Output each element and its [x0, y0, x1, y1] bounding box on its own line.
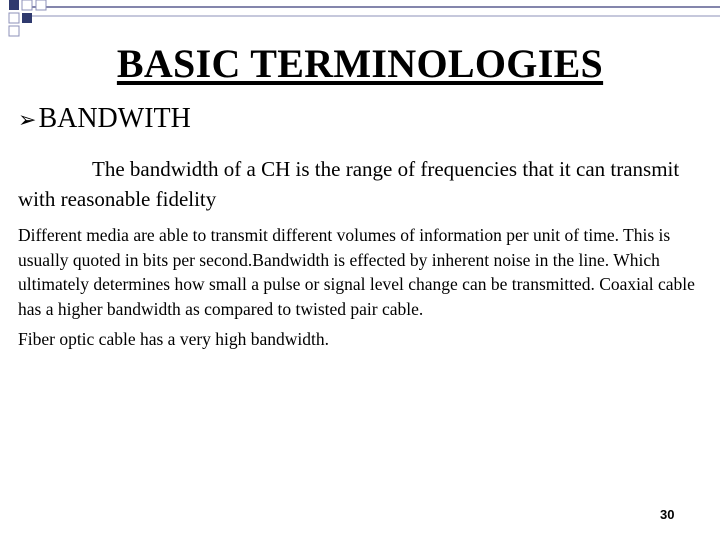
deco-square-dark	[9, 0, 19, 10]
body-paragraph: Different media are able to transmit different volumes of information per unit of time. This is usually quoted in bits per second.Bandwidth is effected by inherent noise in the line. Which ultimately determines how small a pulse or signal level change can be transmitted. Coaxial cable has a higher bandwidth as compared to twisted pair cable.	[18, 225, 695, 319]
header-decoration	[0, 0, 720, 44]
deco-square-outline-2	[36, 0, 46, 10]
definition-text: The bandwidth of a CH is the range of frequencies that it can transmit with reasonable fidelity	[18, 157, 680, 211]
deco-square-outline-1	[22, 0, 32, 10]
arrow-bullet-icon: ➢	[18, 108, 37, 133]
section-heading-label: BANDWITH	[38, 103, 191, 134]
section-heading	[18, 103, 191, 135]
deco-square-dark-2	[22, 13, 32, 23]
body-paragraph-2: Fiber optic cable has a very high bandwidth.	[18, 329, 330, 349]
deco-square-outline-3	[9, 13, 19, 23]
deco-square-outline-4	[9, 26, 19, 36]
page-number: 30	[660, 507, 675, 522]
slide-title: BASIC TERMINOLOGIES	[116, 41, 604, 86]
